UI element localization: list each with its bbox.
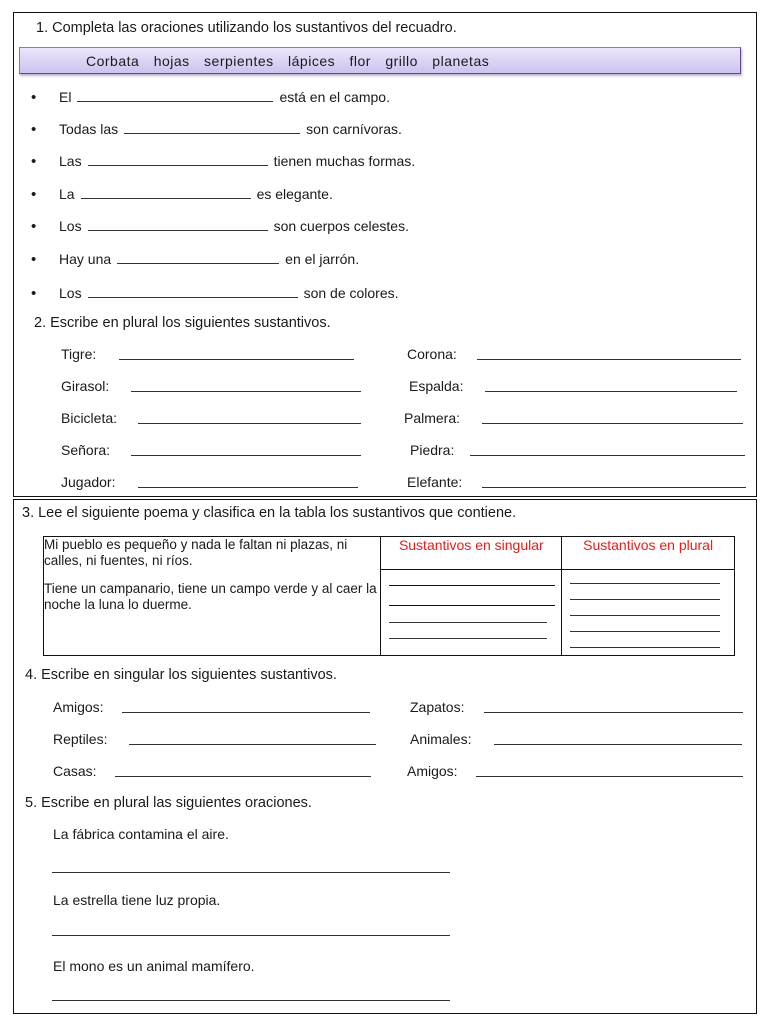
q2-title: 2. Escribe en plural los siguientes sustantivos. xyxy=(34,315,331,331)
bullet-icon xyxy=(31,186,59,203)
q2-label-bicicleta: Bicicleta: xyxy=(61,410,118,426)
q1-sentence-1: •El está en el campo. xyxy=(31,87,390,105)
answer-blank[interactable] xyxy=(81,184,251,199)
q5-title: 5. Escribe en plural las siguientes oraciones. xyxy=(25,795,312,811)
q5-sentence-1: La fábrica contamina el aire. xyxy=(53,826,229,842)
poem-stanza-2: Tiene un campanario, tiene un campo verde y al caer la noche la luna lo duerme. xyxy=(44,581,377,612)
q4-label-animales: Animales: xyxy=(410,731,472,747)
answer-line[interactable] xyxy=(138,487,358,488)
q3-title: 3. Lee el siguiente poema y clasifica en la tabla los sustantivos que contiene. xyxy=(22,505,517,521)
answer-line[interactable] xyxy=(122,712,370,713)
header-singular: Sustantivos en singular xyxy=(381,537,562,570)
q2-label-piedra: Piedra: xyxy=(410,442,455,458)
q4-label-amigos-2: Amigos: xyxy=(407,763,458,779)
plural-line[interactable] xyxy=(570,599,720,600)
answer-blank[interactable] xyxy=(88,283,298,298)
q2-label-elefante: Elefante: xyxy=(407,474,463,490)
plural-line[interactable] xyxy=(570,647,720,648)
answer-line[interactable] xyxy=(476,776,743,777)
singular-answer-cell[interactable] xyxy=(381,570,562,656)
word-bank xyxy=(19,47,741,74)
singular-line[interactable] xyxy=(389,622,547,623)
q2-label-espalda: Espalda: xyxy=(409,378,464,394)
answer-blank[interactable] xyxy=(88,216,268,231)
answer-line[interactable] xyxy=(484,712,743,713)
answer-blank[interactable] xyxy=(117,249,279,264)
word-bank-words: Corbata hojas serpientes lápices flor grillo planetas xyxy=(86,53,490,69)
singular-line[interactable] xyxy=(389,638,547,639)
q4-label-reptiles: Reptiles: xyxy=(53,731,108,747)
q1-sentence-7: •Los son de colores. xyxy=(31,283,399,301)
q5-sentence-3: El mono es un animal mamífero. xyxy=(53,958,255,974)
q2-label-tigre: Tigre: xyxy=(61,346,97,362)
bullet-icon xyxy=(31,89,59,106)
header-plural: Sustantivos en plural xyxy=(562,537,735,570)
q5-sentence-2: La estrella tiene luz propia. xyxy=(53,892,221,908)
singular-line[interactable] xyxy=(389,605,555,606)
answer-line[interactable] xyxy=(119,359,354,360)
answer-line[interactable] xyxy=(470,455,745,456)
answer-line[interactable] xyxy=(52,1000,450,1001)
plural-line[interactable] xyxy=(570,631,720,632)
q2-label-girasol: Girasol: xyxy=(61,378,110,394)
q4-label-zapatos: Zapatos: xyxy=(410,699,465,715)
q1-sentence-5: •Los son cuerpos celestes. xyxy=(31,216,409,234)
bullet-icon xyxy=(31,121,59,138)
q2-label-corona: Corona: xyxy=(407,346,457,362)
poem-stanza-1: Mi pueblo es pequeño y nada le faltan ni plazas, ni calles, ni fuentes, ni ríos. xyxy=(44,537,348,568)
answer-line[interactable] xyxy=(482,423,743,424)
q1-sentence-4: •La es elegante. xyxy=(31,184,333,202)
q4-label-amigos: Amigos: xyxy=(53,699,104,715)
bullet-icon xyxy=(31,153,59,170)
answer-line[interactable] xyxy=(477,359,741,360)
answer-line[interactable] xyxy=(115,776,371,777)
answer-line[interactable] xyxy=(494,744,742,745)
answer-line[interactable] xyxy=(482,487,746,488)
q1-sentence-6: •Hay una en el jarrón. xyxy=(31,249,359,267)
answer-blank[interactable] xyxy=(88,151,268,166)
answer-line[interactable] xyxy=(52,872,450,873)
singular-line[interactable] xyxy=(389,585,555,586)
bullet-icon xyxy=(31,218,59,235)
q2-label-senora: Señora: xyxy=(61,442,111,458)
answer-blank[interactable] xyxy=(77,87,273,102)
q2-label-palmera: Palmera: xyxy=(404,410,461,426)
q2-label-jugador: Jugador: xyxy=(61,474,116,490)
poem-cell xyxy=(44,537,381,656)
answer-line[interactable] xyxy=(485,391,737,392)
plural-line[interactable] xyxy=(570,615,720,616)
plural-line[interactable] xyxy=(570,583,720,584)
answer-line[interactable] xyxy=(52,935,450,936)
answer-blank[interactable] xyxy=(124,119,300,134)
answer-line[interactable] xyxy=(131,391,361,392)
answer-line[interactable] xyxy=(131,455,361,456)
answer-line[interactable] xyxy=(138,423,361,424)
q1-sentence-2: •Todas las son carnívoras. xyxy=(31,119,402,137)
q4-title: 4. Escribe en singular los siguientes sustantivos. xyxy=(25,667,337,683)
q1-sentence-3: •Las tienen muchas formas. xyxy=(31,151,415,169)
q4-label-casas: Casas: xyxy=(53,763,97,779)
bullet-icon xyxy=(31,285,59,302)
bullet-icon xyxy=(31,251,59,268)
q1-title: 1. Completa las oraciones utilizando los sustantivos del recuadro. xyxy=(36,20,457,36)
answer-line[interactable] xyxy=(129,744,376,745)
